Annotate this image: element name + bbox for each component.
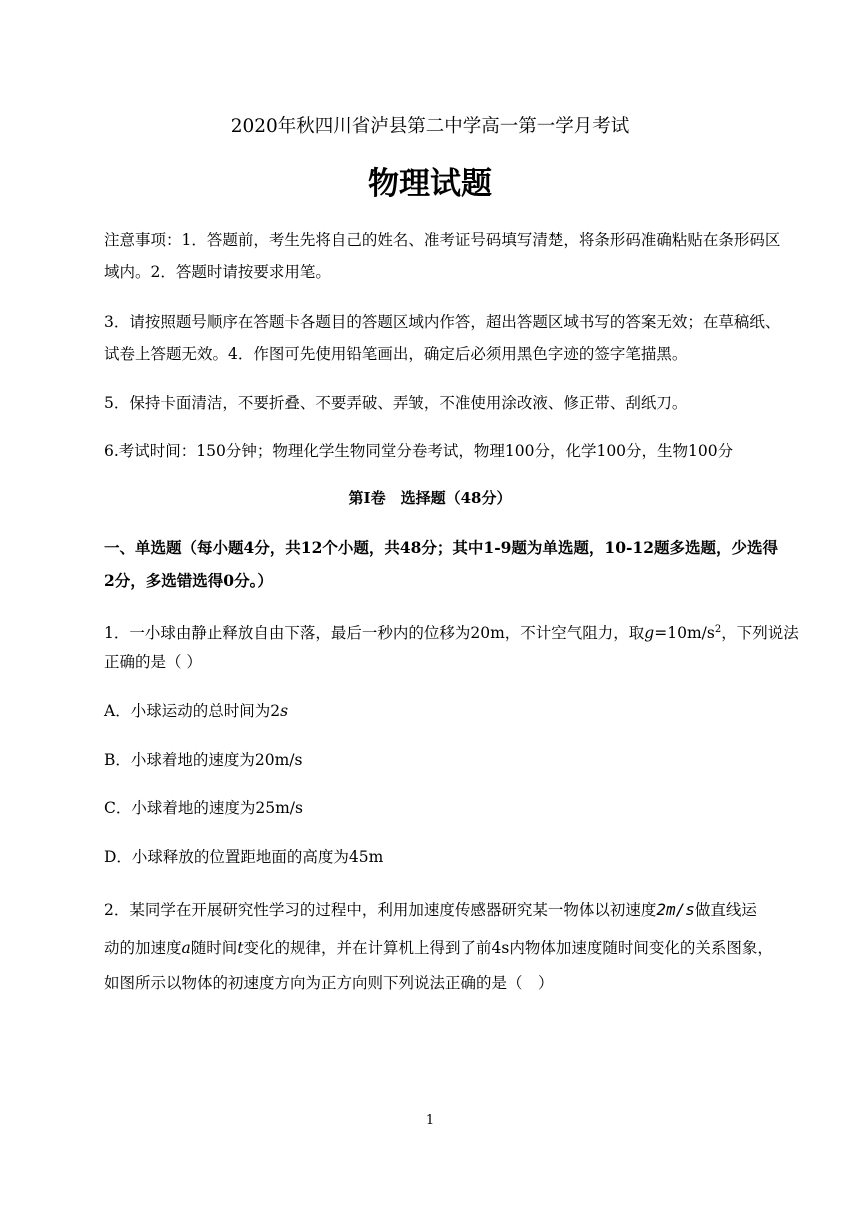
question-1-stem-text: 1．一小球由静止释放自由下落，最后一秒内的位移为20m，不计空气阻力，取 bbox=[104, 624, 645, 643]
question-2-line-1-tail: 做直线运 bbox=[694, 901, 757, 919]
option-a-unit: s bbox=[280, 702, 289, 720]
time-symbol: t bbox=[237, 939, 244, 957]
initial-speed: 2m/s bbox=[656, 900, 695, 919]
option-a-text: A．小球运动的总时间为2 bbox=[104, 702, 281, 720]
question-2-line-1-text: 2．某同学在开展研究性学习的过程中，利用加速度传感器研究某一物体以初速度 bbox=[104, 901, 657, 919]
question-1-stem-tail: ，下列说法 bbox=[721, 624, 799, 643]
acceleration-symbol: a bbox=[181, 939, 191, 957]
notice-line-4: 试卷上答题无效。4．作图可先使用铅笔画出，确定后必须用黑色字迹的签字笔描黑。 bbox=[104, 345, 688, 363]
notice-line-5: 5．保持卡面清洁，不要折叠、不要弄破、弄皱，不准使用涂改液、修正带、刮纸刀。 bbox=[104, 394, 688, 412]
question-2-line-2 bbox=[104, 938, 773, 958]
exam-subtitle: 2020年秋四川省泸县第二中学高一第一学月考试 bbox=[230, 116, 630, 137]
notice-line-6: 6.考试时间：150分钟；物理化学生物同堂分卷考试，物理100分，化学100分，生物100分 bbox=[104, 442, 734, 460]
question-1-option-d: D．小球释放的位置距地面的高度为45m bbox=[104, 848, 384, 866]
question-2-line-1 bbox=[104, 900, 757, 920]
section-instruction-line-2: 2分，多选错选得0分。） bbox=[104, 571, 273, 590]
page-title: 物理试题 bbox=[368, 166, 492, 202]
gravity-symbol: g bbox=[644, 624, 655, 643]
question-1-option-b: B．小球着地的速度为20m/s bbox=[104, 751, 303, 769]
question-2-line-2-text-a: 动的加速度 bbox=[104, 939, 182, 957]
question-2-line-3: 如图所示以物体的初速度方向为正方向则下列说法正确的是（ ） bbox=[104, 974, 554, 992]
gravity-exponent: 2 bbox=[714, 624, 722, 635]
question-1-option-a bbox=[104, 701, 288, 721]
notice-line-3: 3．请按照题号顺序在答题卡各题目的答题区域内作答，超出答题区域书写的答案无效；在草稿纸、 bbox=[104, 313, 781, 331]
question-1-stem-line-2: 正确的是（ ） bbox=[104, 653, 202, 671]
question-2-line-2-text-b: 随时间 bbox=[190, 939, 238, 957]
question-1-option-c: C．小球着地的速度为25m/s bbox=[104, 799, 303, 817]
question-1-stem bbox=[104, 620, 799, 643]
notice-line-1: 注意事项：1．答题前，考生先将自己的姓名、准考证号码填写清楚，将条形码准确粘贴在条形码区 bbox=[104, 231, 781, 249]
question-2-line-2-text-c: 变化的规律，并在计算机上得到了前4s内物体加速度随时间变化的关系图象， bbox=[243, 939, 773, 957]
gravity-value: =10m/s bbox=[654, 624, 715, 643]
section-title: 第I卷 选择题（48分） bbox=[348, 489, 512, 507]
page-number: 1 bbox=[425, 1113, 435, 1128]
notice-line-2: 域内。2．答题时请按要求用笔。 bbox=[104, 263, 331, 281]
section-instruction-line-1: 一、单选题（每小题4分，共12个小题，共48分；其中1-9题为单选题，10-12题多选题，少选得 bbox=[104, 538, 779, 557]
